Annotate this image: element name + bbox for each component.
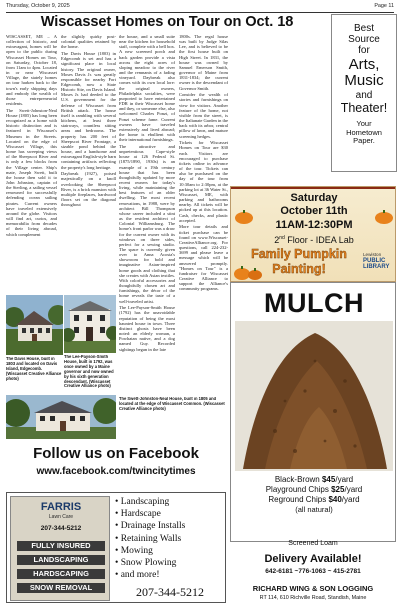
list-item: • Retaining Walls [115, 533, 182, 544]
best-source-line: Theater! [340, 101, 388, 116]
service-label: and more! [120, 570, 160, 581]
library-word-public: PUBLIC [363, 257, 386, 264]
pumpkin-icon [233, 263, 263, 281]
event-title-line2: Painting! [272, 262, 326, 276]
sign-subtitle: Lawn Care [48, 514, 74, 520]
facebook-url[interactable]: www.facebook.com/twincitytimes [36, 466, 196, 477]
best-source-line: Arts, [348, 55, 380, 73]
service-label: Snow Plowing [120, 558, 177, 569]
event-time: 11AM-12:30PM [275, 219, 353, 231]
ad-border-top [231, 187, 396, 189]
list-item: • Mowing [115, 545, 153, 556]
article-column-4 [179, 34, 228, 432]
page-header [6, 3, 394, 12]
page-number: Page 11 [374, 3, 394, 9]
event-location [231, 235, 396, 245]
sign-brand: FARRIS [40, 501, 82, 513]
house-photo-graphic [6, 395, 116, 439]
mulch-price-black-brown [231, 475, 396, 484]
article-paragraph: The attractive and unpretentious Cape-style house at 126 Federal St. (1875/1890, 1930s) is an example of a 19th century house that has been thoughtfully updated by more recent owners for today's living, while maintaining the best features of an older dwelling. The most recent renovations, in 1988, were by architect Bill Thompson whose career included a stint as the resident architect of Colonial Williamsburg. The home's front parlor was a draw for the current owner with its windows on three sides, perfect for a sewing studio. The space is currently given over to Anna Acosta's showroom for bold and imaginative Asian-inspired home goods and clothing that she creates with Asian textiles. With colorful accessories and thoughtfully chosen art and furnishings, the décor of the home reveals the taste of a well-traveled artist. [119, 143, 175, 304]
list-item: • Hardscape [115, 509, 161, 520]
article-paragraph: the house, and a small suite near the kitchen for household staff, complete with a bell box. A new screened porch and back garden provide a vista across the eight acres of sloping meadow to the river and the remnants of a fading vineyard. Daybreak also comes with its own local lore: the original owners, Philadelphia socialites, were purported to have entertained FDR in their Wiscasset home and they, or someone else, also welcomed Charles Ponzi, of Ponzi scheme fame. Current owners have traveled extensively and lived abroad; the home is ebullient with their international furnishings. [119, 34, 175, 143]
product-price: $40 [328, 495, 342, 504]
lee-payson-smith-house-photo [64, 295, 116, 353]
pumpkin-icon [373, 207, 395, 225]
lee-payson-smith-caption: The Lee-Payson-Smith House, built in 1792, was once owned by a Maine governor and now owned by his sixth generation descendant. (Wiscasset Creative Alliance photo) [64, 355, 114, 389]
product-unit: /yard [335, 475, 354, 484]
lewiston-library-logo [363, 253, 395, 277]
article-paragraph: WISCASSET, ME – A collection of historic, and extravagant, homes will be open to the public during Wiscasset Homes on Tour, on Saturday, October 18, from 11am to 4pm. Located in or near Wiscasset Village, the stately homes on tour harken back to the town's early shipping days and embody the wealth of those entrepreneurial residents. [6, 34, 57, 107]
lawn-care-sign-photo [10, 496, 110, 601]
mulch-address: RT 114, 610 Richville Road, Standish, Maine [259, 595, 367, 601]
article-paragraph: The Davis House (1803) in Edgecomb is set and has a significant place in local history. The original owner, Moses Davis Jr. was greatly responsible for nearby Fort Edgecomb, now a State Historic Site, on Davis Island. Moses Jr. had deeded to the U.S. government for the defense of Wiscasset from British attack. The house itself is rambling with several kitchens, at least three stairways, countless sitting areas and bedrooms. The property has 200 feet of Sheepscot River Frontage, a sizable pond behind the house, and a handsome and extravagant English-style barn containing artifacts reflecting the property's long heritage. [61, 51, 116, 170]
event-title-line1: Family Pumpkin [251, 247, 347, 261]
delivery-available: Delivery Available! [264, 553, 362, 565]
mulch-phones: 642-6181 ~776-1063 ~ 415-2781 [265, 568, 361, 575]
article-headline: Wiscasset Homes on Tour on Oct. 18 [40, 14, 294, 30]
header-rule [6, 12, 394, 13]
best-source-line: for [358, 45, 370, 57]
service-label: Retaining Walls [120, 533, 182, 544]
issue-date: Thursday, October 9, 2025 [6, 3, 70, 9]
best-source-line: Best [353, 23, 374, 34]
sign-board: HARDSCAPING [17, 569, 105, 579]
facebook-heading: Follow us on Facebook [33, 445, 199, 462]
pumpkin-icon [233, 207, 255, 225]
pumpkin-painting-ad [230, 186, 396, 282]
product-price: $45 [321, 475, 336, 484]
service-label: Drainage Installs [120, 521, 186, 532]
mulch-price-playground [231, 485, 396, 494]
swett-johnston-neal-caption: The Swett-Johnston-Neal House, built in 1805 and located at the edge of Wiscasset Common. (Wiscasset Creative Alliance photo) [119, 397, 225, 411]
swett-johnston-neal-house-photo [6, 395, 116, 439]
library-word-library: LIBRARY [363, 263, 390, 270]
best-source-line: Your [356, 119, 372, 129]
list-item: • and more! [115, 570, 160, 581]
sign-board: LANDSCAPING [17, 555, 105, 565]
sign-board: FULLY INSURED [17, 541, 105, 551]
best-source-line: Paper. [353, 136, 375, 146]
mulch-ad [230, 282, 396, 542]
list-item: • Landscaping [115, 497, 170, 507]
house-photo-graphic [6, 295, 63, 355]
best-source-ad [331, 14, 397, 172]
article-paragraph: 1800s. The regal house was built by Judge Silas Lee, and is believed to be the first house built on High Street. In 1831, the house was owned by Samuel Emerson Smith, governor of Maine from 1831-1834; the current owner is the descendant of Governor Smith. [179, 34, 228, 91]
article-paragraph: Consider the wealth of stories and furnishings on view for visitors. Another feature of the home, not visible from the street, is the Italianate Garden in the back with its arbor, central pillow of lawn, and mature screening hedges. [179, 92, 228, 139]
article-column-2 [61, 34, 116, 292]
article-column-1 [6, 34, 57, 292]
mulch-title: MULCH [264, 288, 364, 318]
list-item: • Snow Plowing [115, 558, 177, 569]
davis-house-photo [6, 295, 63, 355]
davis-house-caption: The Davis House, built in 1803 and located on Davis Island, Edgecomb. (Wiscasset Creative Alliance photo) [6, 357, 62, 381]
product-unit: /yard [344, 485, 363, 494]
service-label: Landscaping [120, 497, 170, 507]
article-column-3 [119, 34, 175, 432]
services-list [115, 496, 225, 581]
event-date: October 11th [280, 205, 348, 217]
best-source-line: Source [348, 34, 380, 46]
screened-loam: Screened Loam [288, 540, 338, 547]
article-paragraph: The Swett-Johnston-Neal House (1805) has long been recognized as a home with historic distinction and is featured in Wiscasset's Museum in the Streets. Located on the edge of Wiscasset Village, this home has sweeping views of the Sheepscot River and is only a few blocks from the Village center. Ship's mate, Joseph Swett, built the house then sold it to John Johnston, captain of the Sterling, a sailing vessel renowned for successfully defending ocean sailing pirates. Current owners have traveled extensively around the globe. Visitors will find art, curios, and memorabilia from decades of their living abroad, which complement [6, 107, 57, 237]
sign-phone: 207-344-5212 [40, 525, 82, 532]
article-paragraph: The Lee-Payson-Smith House (1792) has the unavoidable reputation of being the most haunted house in town. Three distinct ghosts have been noted: an elderly woman, a Powhatan native, and a dog named Guy. Recorded sightings began in the late [119, 305, 175, 352]
best-source-line: Music [344, 72, 384, 90]
mulch-note: (all natural) [295, 505, 333, 514]
sign-board: SNOW REMOVAL [17, 583, 105, 593]
article-paragraph: Tickets for Wiscasset Homes on Tour are $30 each. Visitors are encouraged to purchase tickets online in advance of the tour. Tickets can also be purchased on the day of the tour from 10:30am to 2:30pm, at the parking lot at 36 Water St., Wiscasset, ME, with parking and bathrooms nearby. All tickets will be picked up at this location. Cash, checks, and plastic accepted. [179, 140, 228, 223]
mulch-pile-photo [235, 321, 393, 471]
service-label: Hardscape [120, 509, 161, 520]
facebook-promo [6, 441, 226, 491]
product-name: Reground Chips [268, 495, 327, 504]
mulch-price-reground [231, 495, 396, 504]
article-paragraph: Daybreak (1927), poised majestically on a knoll overlooking the Sheepscot River, is a brick mansion with multiple fireplaces, hardwood floors set on the diagonal throughout [61, 171, 116, 208]
product-unit: /yard [341, 495, 360, 504]
best-source-line: and [355, 90, 373, 102]
product-name: Black-Brown [274, 475, 320, 484]
product-name: Playground Chips [265, 485, 329, 494]
floor-ordinal: nd [279, 235, 285, 241]
library-city: Lewiston [363, 252, 382, 257]
house-photo-graphic [64, 295, 116, 353]
farris-lawn-care-ad [6, 492, 226, 603]
product-price: $25 [331, 485, 345, 494]
article-paragraph: More tour details and ticket purchase can be found on www.Wiscasset-CreativeAlliance.org. For questions, call 224-232-3699 and please leave a message which will be answered promptly. "Homes on Tour" is a fundraiser for Wiscasset Creative Alliance to support the Alliance's community programs. [179, 224, 228, 292]
farris-phone: 207-344-5212 [136, 585, 204, 599]
floor-number: 2 [274, 235, 280, 245]
mulch-company: RICHARD WING & SON LOGGING [252, 584, 374, 593]
best-source-line: Hometown [346, 127, 382, 137]
service-label: Mowing [120, 545, 153, 556]
article-paragraph: the slightly quirky post-colonial qualities retained by the home. [61, 34, 116, 50]
floor-label: Floor - IDEA Lab [287, 235, 354, 245]
event-day: Saturday [290, 192, 338, 204]
list-item: • Drainage Installs [115, 521, 186, 532]
